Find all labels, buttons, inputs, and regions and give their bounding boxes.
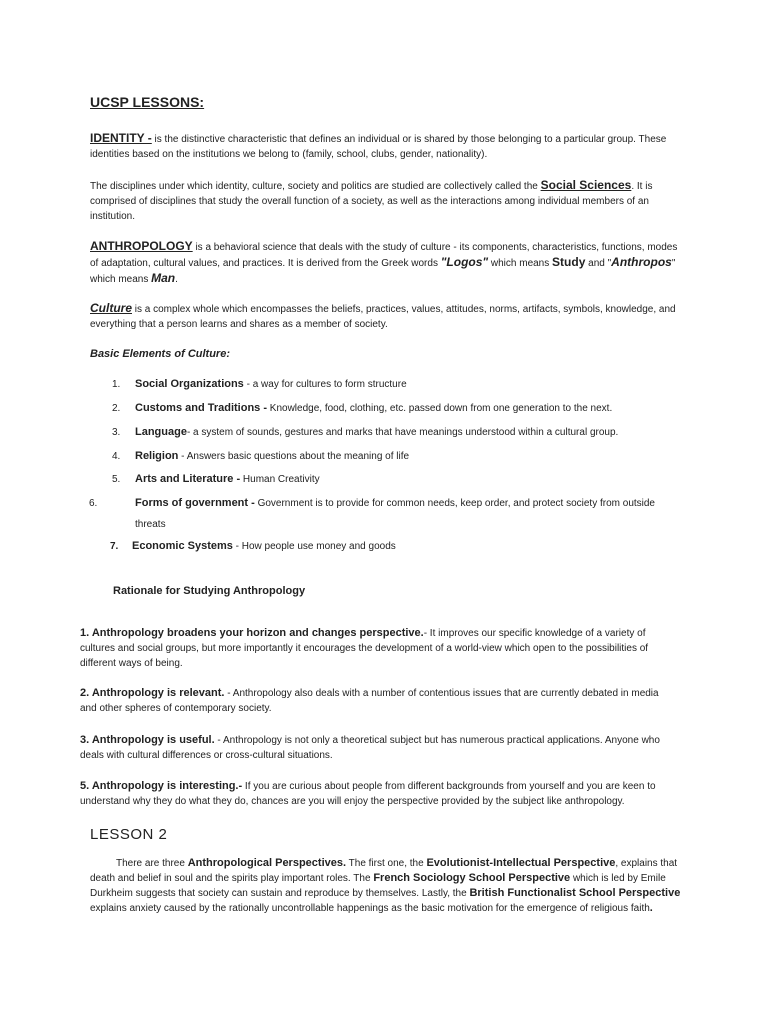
- lesson-2-paragraph: There are three Anthropological Perspectives. The first one, the Evolutionist-Intellectual Perspective, explains that death and belief in soul and the spirits play important roles. The French Sociology School Perspective which is led by Emile Durkheim suggests that society can sustain and reproduce by themselves. Lastly, the British Functionalist School Perspective explains anxiety caused by the rationally uncontrollable happenings as the basic motivation for the emergence of religious faith.: [90, 857, 681, 914]
- list-item: 5. Arts and Literature - Human Creativity: [112, 473, 320, 485]
- culture-term: Culture: [90, 301, 132, 315]
- anthropos-term: Anthropos: [611, 255, 672, 269]
- list-item: 3. Language- a system of sounds, gestures and marks that have meanings understood within a cultural group.: [112, 426, 619, 438]
- man-term: Man: [151, 271, 176, 285]
- anthropology-term: ANTHROPOLOGY: [90, 239, 193, 253]
- list-item: 6. Forms of government - Government is to provide for common needs, keep order, and protect society from outside threats: [89, 497, 655, 530]
- list-item: 4. Religion - Answers basic questions about the meaning of life: [112, 450, 410, 462]
- anthropology-text-1: is a behavioral science that deals with the study of culture - its components, characteristics, functions, modes of adaptation, cultural values, and practices. It is derived from the Greek words: [90, 242, 678, 269]
- anthropology-text-5: .: [175, 274, 178, 285]
- rationale-item: 1. Anthropology broadens your horizon and changes perspective.- It improves our specific knowledge of a variety of cultures and social groups, but more importantly it encourages the development of a world-view which open to the possibilities of different ways of being.: [80, 627, 649, 669]
- list-item: 2. Customs and Traditions - Knowledge, food, clothing, etc. passed down from one generation to the next.: [112, 402, 613, 414]
- disciplines-rest: . It is comprised of disciplines that study the overall function of a society, as well as the interactions among individual members of an institution.: [90, 181, 653, 222]
- study-term: Study: [552, 255, 586, 269]
- identity-definition: is the distinctive characteristic that defines an individual or is shared by those belonging to a particular group. These identities based on the institutions we belong to (family, school, clubs, gender, nationality).: [90, 134, 667, 160]
- page-title: UCSP LESSONS:: [90, 94, 205, 110]
- list-item: 7. Economic Systems - How people use money and goods: [110, 540, 396, 552]
- rationale-item: 3. Anthropology is useful. - Anthropology is not only a theoretical subject but has numerous practical applications. Anyone who deals with cultural differences or cross-cultural situations.: [80, 734, 660, 761]
- identity-term: IDENTITY -: [90, 131, 152, 145]
- french-sociology-term: French Sociology School Perspective: [373, 872, 571, 884]
- rationale-item: 2. Anthropology is relevant. - Anthropology also deals with a number of contentious issues that are currently debated in media and other spheres of contemporary society.: [80, 687, 659, 714]
- culture-definition: is a complex whole which encompasses the beliefs, practices, values, attitudes, norms, artifacts, symbols, knowledge, and everything that a person learns and shares as a member of society.: [90, 304, 676, 330]
- anthropology-paragraph: [90, 239, 682, 287]
- evolutionist-perspective-term: Evolutionist-Intellectual Perspective: [426, 857, 616, 869]
- anthropological-perspectives-term: Anthropological Perspectives.: [187, 857, 347, 869]
- identity-paragraph: [90, 131, 682, 162]
- rationale-heading: Rationale for Studying Anthropology: [113, 585, 306, 597]
- logos-term: "Logos": [440, 255, 489, 269]
- disciplines-intro: The disciplines under which identity, culture, society and politics are studied are collectively called the: [90, 181, 541, 192]
- elements-heading: Basic Elements of Culture:: [90, 348, 230, 360]
- culture-paragraph: [90, 301, 682, 332]
- anthropology-text-4: " which means: [90, 258, 676, 285]
- list-item: 1. Social Organizations - a way for cultures to form structure: [112, 378, 407, 390]
- rationale-item: 5. Anthropology is interesting.- If you are curious about people from different backgrounds from yourself and you are keen to understand why they do what they do, chances are you will enjoy the perspective provided by the subject like anthropology.: [80, 780, 656, 807]
- social-sciences-term: Social Sciences: [540, 178, 632, 192]
- british-functionalist-term: British Functionalist School Perspective: [469, 887, 681, 899]
- lesson-2-heading: LESSON 2: [90, 826, 168, 843]
- anthropology-text-2: which means: [488, 258, 553, 269]
- anthropology-text-3: and ": [585, 258, 612, 269]
- disciplines-paragraph: [90, 178, 682, 224]
